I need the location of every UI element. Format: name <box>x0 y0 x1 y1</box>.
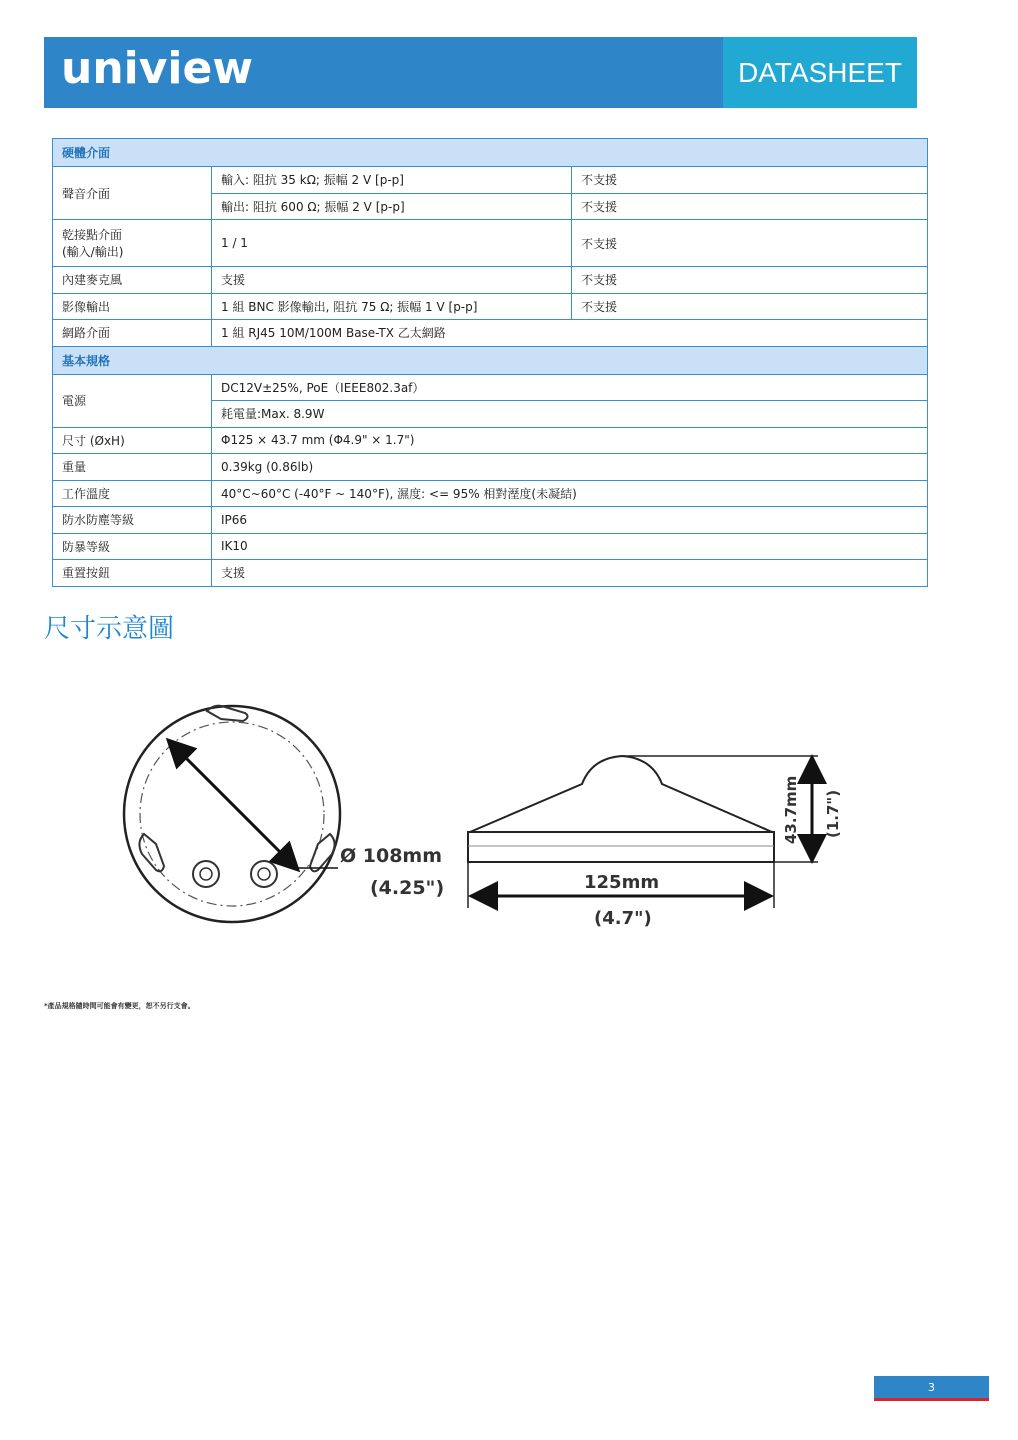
section-general <box>53 346 928 374</box>
section-title: 硬體介面 <box>53 139 928 167</box>
row-label: 聲音介面 <box>53 167 212 220</box>
row-label: 防暴等級 <box>53 533 212 560</box>
row-label: 重量 <box>53 454 212 481</box>
mount-diameter-label: Ø 108mm <box>340 845 443 867</box>
table-row <box>53 374 928 401</box>
row-value: 1 組 BNC 影像輸出, 阻抗 75 Ω; 振幅 1 V [p-p] <box>212 293 572 320</box>
row-value: 1 組 RJ45 10M/100M Base-TX 乙太網路 <box>212 320 928 347</box>
datasheet-label: DATASHEET <box>723 37 917 108</box>
row-value: 支援 <box>212 560 928 587</box>
header-banner <box>44 37 917 108</box>
row-label: 重置按鈕 <box>53 560 212 587</box>
dimension-drawing <box>112 686 852 936</box>
row-value: IP66 <box>212 507 928 534</box>
table-row <box>53 220 928 267</box>
height-label: 43.7mm <box>782 775 800 844</box>
table-row <box>53 320 928 347</box>
row-label: 工作溫度 <box>53 480 212 507</box>
height-inch-label: (1.7") <box>824 789 842 838</box>
width-label: 125mm <box>584 872 660 893</box>
width-inch-label: (4.7") <box>594 908 652 929</box>
table-row <box>53 454 928 481</box>
row-support: 不支援 <box>572 267 928 294</box>
table-row <box>53 293 928 320</box>
mount-plate-view <box>124 706 340 922</box>
row-label: 網路介面 <box>53 320 212 347</box>
uniview-logo: uniview <box>61 43 253 94</box>
row-label: 內建麥克風 <box>53 267 212 294</box>
row-value: 0.39kg (0.86lb) <box>212 454 928 481</box>
row-support: 不支援 <box>572 193 928 220</box>
row-label-line: 乾接點介面 <box>62 228 123 242</box>
table-row <box>53 507 928 534</box>
row-value: 輸出: 阻抗 600 Ω; 振幅 2 V [p-p] <box>212 193 572 220</box>
footnote: *產品規格隨時間可能會有變更，恕不另行支會。 <box>44 1002 195 1010</box>
row-support: 不支援 <box>572 220 928 267</box>
table-row <box>53 267 928 294</box>
row-value: 1 / 1 <box>212 220 572 267</box>
row-label: 防水防塵等級 <box>53 507 212 534</box>
table-row <box>53 560 928 587</box>
table-row <box>53 480 928 507</box>
section-title: 基本規格 <box>53 346 928 374</box>
mount-diameter-inch-label: (4.25") <box>370 877 445 899</box>
row-label: 影像輸出 <box>53 293 212 320</box>
row-value: 耗電量:Max. 8.9W <box>212 401 928 428</box>
row-value: DC12V±25%, PoE（IEEE802.3af） <box>212 374 928 401</box>
row-value: 支援 <box>212 267 572 294</box>
row-support: 不支援 <box>572 293 928 320</box>
row-value: IK10 <box>212 533 928 560</box>
page-number: 3 <box>874 1376 989 1401</box>
table-row <box>53 533 928 560</box>
row-value: 40°C~60°C (-40°F ~ 140°F), 濕度: <= 95% 相對溼度(未凝結) <box>212 480 928 507</box>
row-support: 不支援 <box>572 167 928 194</box>
table-row <box>53 167 928 194</box>
row-label: 電源 <box>53 374 212 427</box>
row-value: 輸入: 阻抗 35 kΩ; 振幅 2 V [p-p] <box>212 167 572 194</box>
row-label: 尺寸 (ØxH) <box>53 427 212 454</box>
section-hardware <box>53 139 928 167</box>
row-value: Φ125 × 43.7 mm (Φ4.9" × 1.7") <box>212 427 928 454</box>
spec-table <box>52 138 928 587</box>
table-row <box>53 427 928 454</box>
row-label-line: (輸入/輸出) <box>62 245 124 259</box>
row-label <box>53 220 212 267</box>
dimension-title: 尺寸示意圖 <box>44 614 175 644</box>
